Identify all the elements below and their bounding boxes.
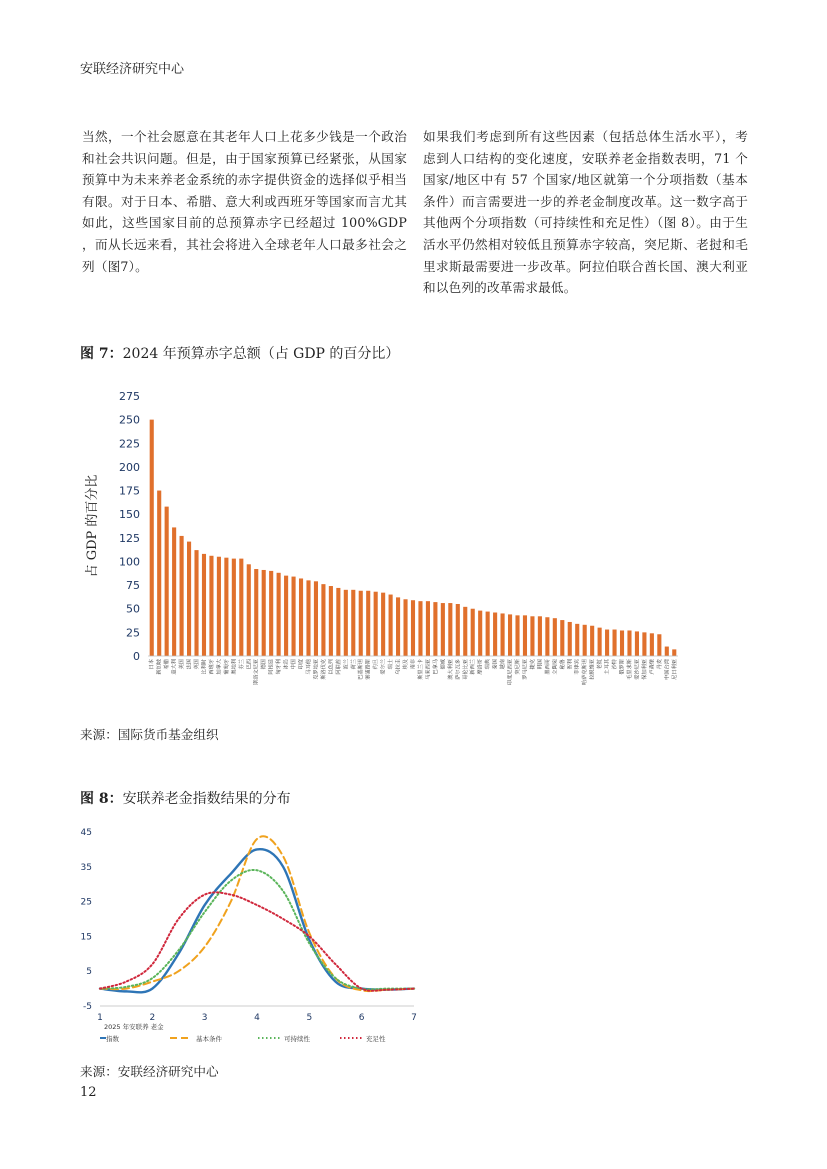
x-tick-label: 毛里求斯 — [626, 659, 633, 680]
figure8-title — [80, 788, 291, 808]
x-tick-label: 1 — [97, 1013, 103, 1023]
x-tick-label: 5 — [306, 1013, 313, 1023]
bar-斯洛文尼亚 — [254, 569, 258, 656]
bar-马耳他 — [306, 580, 310, 656]
x-tick-label: 斯里兰卡 — [417, 659, 424, 680]
x-tick-label: 韩国 — [537, 659, 544, 670]
bar-希腊 — [165, 507, 169, 656]
x-tick-label: 罗马尼亚 — [522, 659, 529, 680]
x-tick-label: 2 — [149, 1013, 156, 1023]
y-tick-label: -5 — [83, 1002, 92, 1012]
x-tick-label: 日本 — [149, 659, 156, 670]
x-tick-label: 巴基斯坦 — [358, 659, 365, 680]
y-tick-label: 0 — [133, 650, 140, 663]
series-line-充足性 — [100, 892, 414, 990]
bar-以色列 — [329, 586, 333, 656]
x-tick-label: 突尼斯 — [515, 659, 522, 675]
bar-斯洛伐克 — [321, 584, 325, 656]
x-tick-label: 沙特 — [612, 659, 619, 670]
y-tick-label: 45 — [80, 828, 92, 838]
bar-立陶宛 — [553, 618, 557, 656]
bar-摩洛哥 — [478, 611, 482, 656]
x-tick-label: 越南 — [500, 659, 507, 670]
bar-加拿大 — [217, 557, 221, 656]
y-tick-label: 25 — [80, 897, 92, 908]
bar-约旦 — [374, 592, 378, 656]
bar-泰国 — [493, 613, 497, 656]
bar-葡萄牙 — [224, 558, 228, 656]
figure8-source: 来源：安联经济研究中心 — [80, 1064, 219, 1079]
bar-西班牙 — [209, 556, 213, 656]
bar-卢森堡 — [650, 633, 654, 656]
bar-荷兰 — [351, 590, 355, 656]
x-tick-label: 智利 — [567, 659, 574, 670]
x-tick-label: 葡萄牙 — [223, 659, 230, 675]
x-tick-label: 瑞典 — [485, 659, 492, 670]
body-right-paragraph: 如果我们考虑到所有这些因素（包括总体生活水平），考虑到人口结构的变化速度，安联养老金指数表明，71 个国家/地区中有 57 个国家/地区就第一个分项指数（基本条件）而言需要进一步的养老金制度改革。这一数字高于其他两个分项指数（可持续性和充足性）（图 8）。由于生活水平仍然相对较低且预算赤字较高，突尼斯、老挝和毛里求斯最需要进一步改革。阿拉伯联合酋长国、澳大利亚和以色列的改革需求最低。 — [423, 129, 748, 296]
x-tick-label: 立陶宛 — [552, 659, 559, 675]
bar-马来西亚 — [426, 601, 430, 656]
bar-瑞典 — [486, 612, 490, 656]
x-tick-label: 奥地利 — [231, 659, 238, 675]
x-tick-label: 菲律宾 — [574, 659, 581, 675]
x-tick-label: 摩洛哥 — [477, 659, 484, 675]
bar-萨尔瓦多 — [456, 604, 460, 656]
x-tick-label: 芬兰 — [238, 659, 245, 670]
bar-爱沙尼亚 — [635, 631, 639, 656]
x-tick-label: 加拿大 — [216, 659, 223, 675]
bar-法国 — [187, 542, 191, 656]
bar-毛里求斯 — [627, 630, 631, 656]
bar-爱尔兰 — [381, 593, 385, 656]
y-tick-label: 150 — [119, 508, 140, 522]
x-tick-label: 西班牙 — [208, 659, 215, 675]
bar-克罗地亚 — [314, 581, 318, 656]
bar-中国 — [292, 577, 296, 656]
bar-捷克 — [530, 616, 534, 656]
y-tick-label: 100 — [119, 555, 140, 569]
x-tick-label: 以色列 — [328, 659, 335, 675]
bar-哥伦比亚 — [463, 607, 467, 656]
bar-乌拉圭 — [396, 597, 400, 656]
bar-匈牙利 — [277, 573, 281, 656]
x-tick-label: 哥伦比亚 — [462, 659, 469, 680]
bar-墨西哥 — [545, 617, 549, 656]
x-tick-label: 7 — [411, 1013, 417, 1023]
bar-埃及 — [403, 599, 407, 656]
bar-沙特 — [612, 630, 616, 656]
series-line-可持续性 — [100, 870, 414, 989]
bar-南非 — [411, 600, 415, 656]
y-tick-label: 25 — [126, 626, 140, 640]
bar-挪威 — [441, 603, 445, 656]
bar-罗马尼亚 — [523, 615, 527, 656]
x-tick-label: 南非 — [410, 659, 417, 670]
bar-俄罗斯 — [620, 630, 624, 656]
bar-阿联酋 — [336, 588, 340, 656]
x-tick-label: 土耳其 — [604, 659, 611, 675]
x-tick-label: 卢森堡 — [649, 659, 656, 675]
y-tick-label: 250 — [119, 413, 140, 427]
page-number: 12 — [80, 1085, 97, 1100]
bar-突尼斯 — [515, 615, 519, 656]
y-tick-label: 35 — [80, 862, 92, 873]
x-tick-label: 印度 — [298, 659, 305, 670]
bar-保加利亚 — [642, 632, 646, 656]
figure8-label: 图 8： — [80, 791, 123, 807]
body-left-paragraph: 当然，一个社会愿意在其老年人口上花多少钱是一个政治和社会共识问题。但是，由于国家预算已经紧张，从国家预算中为未来养老金系统的赤字提供资金的选择似乎相当有限。对于日本、希腊、意大利或西班牙等国家而言尤其如此，这些国家目前的总预算赤字已经超过 100%GDP ，而从长远来看，其社会将进入全球老年人口最多社会之列（图7）。 — [82, 129, 407, 274]
figure7-title — [80, 343, 399, 363]
x-tick-label: 阿根廷 — [268, 659, 275, 675]
bar-波兰 — [344, 590, 348, 656]
bar-土耳其 — [605, 630, 609, 656]
bar-拉脱维亚 — [590, 626, 594, 656]
bar-哈萨克斯坦 — [583, 625, 587, 656]
y-tick-label: 175 — [119, 484, 140, 498]
bar-意大利 — [172, 527, 176, 656]
bar-斯里兰卡 — [418, 601, 422, 656]
bar-老挝 — [598, 628, 602, 656]
figure7-label: 图 7： — [80, 346, 123, 362]
y-tick-label: 200 — [119, 460, 140, 474]
x-tick-label: 俄罗斯 — [619, 659, 626, 675]
x-tick-label: 墨西哥 — [544, 659, 551, 675]
y-tick-label: 50 — [126, 602, 140, 616]
x-tick-label: 哈萨克斯坦 — [582, 659, 589, 685]
x-tick-label: 冰岛 — [283, 659, 290, 670]
x-tick-label: 希腊 — [164, 659, 171, 670]
bar-塞浦路斯 — [366, 591, 370, 656]
bar-秘鲁 — [560, 620, 564, 656]
x-tick-label: 比利时 — [201, 659, 208, 675]
x-tick-label: 英国 — [194, 659, 201, 670]
x-tick-label: 6 — [358, 1013, 365, 1023]
x-tick-label: 斯洛文尼亚 — [253, 659, 260, 685]
x-tick-label: 斯洛伐克 — [320, 659, 327, 680]
bar-德国 — [262, 570, 266, 656]
x-tick-label: 德国 — [261, 659, 268, 670]
y-axis-label: 占 GDP 的百分比 — [85, 474, 100, 578]
bar-中国台湾 — [665, 647, 669, 656]
x-tick-label: 爱沙尼亚 — [634, 659, 641, 680]
x-tick-label: 秘鲁 — [559, 659, 566, 670]
bar-冰岛 — [284, 576, 288, 656]
legend-label: 基本条件 — [196, 1035, 222, 1043]
bar-阿根廷 — [269, 571, 273, 656]
x-tick-label: 法国 — [186, 659, 193, 670]
x-tick-label: 爱尔兰 — [380, 659, 387, 675]
figure7-title-text: 2024 年预算赤字总额（占 GDP 的百分比） — [122, 346, 400, 362]
x-tick-label: 泰国 — [492, 659, 499, 670]
bar-巴基斯坦 — [359, 591, 363, 656]
x-tick-label: 马来西亚 — [425, 659, 432, 680]
x-tick-label: 匈牙利 — [276, 659, 283, 675]
x-tick-label: 澳大利亚 — [447, 659, 454, 680]
bar-印度 — [299, 578, 303, 656]
x-tick-label: 波兰 — [343, 659, 350, 670]
x-tick-label: 乌拉圭 — [395, 659, 402, 675]
figure7-bar-chart — [78, 380, 698, 705]
bar-澳大利亚 — [448, 603, 452, 656]
x-tick-label: 尼日利亚 — [671, 659, 678, 680]
x-tick-label: 巴西 — [246, 659, 253, 670]
y-tick-label: 75 — [126, 579, 140, 593]
x-tick-label: 荷兰 — [350, 659, 357, 670]
x-tick-label: 印度尼西亚 — [507, 659, 514, 685]
x-tick-label: 瑞士 — [388, 659, 395, 670]
bar-奥地利 — [232, 559, 236, 656]
y-tick-label: 15 — [80, 932, 92, 943]
x-tick-label: 巴拿马 — [432, 659, 439, 675]
legend-label: 指数 — [106, 1035, 119, 1043]
x-tick-label: 3 — [201, 1013, 208, 1023]
legend-label: 2025 年安联养 老金 — [104, 1023, 164, 1031]
bar-巴拿马 — [433, 602, 437, 656]
bar-英国 — [194, 550, 198, 656]
x-tick-label: 老挝 — [597, 659, 604, 670]
bar-丹麦 — [657, 634, 661, 656]
figure8-title-text: 安联养老金指数结果的分布 — [122, 791, 291, 807]
bar-巴西 — [247, 564, 251, 656]
x-tick-label: 保加利亚 — [641, 659, 648, 680]
x-tick-label: 萨尔瓦多 — [455, 659, 462, 680]
bar-芬兰 — [239, 559, 243, 656]
bar-印度尼西亚 — [508, 614, 512, 656]
x-tick-label: 中国 — [291, 659, 298, 670]
bar-新加坡 — [157, 491, 161, 656]
y-tick-label: 275 — [119, 390, 140, 403]
x-tick-label: 美国 — [179, 659, 186, 670]
legend-label: 充足性 — [366, 1035, 386, 1043]
bar-新西兰 — [471, 609, 475, 656]
x-tick-label: 新加坡 — [156, 659, 163, 675]
x-tick-label: 捷克 — [529, 659, 536, 670]
header-org-name: 安联经济研究中心 — [80, 62, 185, 77]
bar-越南 — [501, 613, 505, 656]
y-tick-label: 225 — [119, 437, 140, 451]
bar-比利时 — [202, 554, 206, 656]
figure7-source: 来源：国际货币基金组织 — [80, 727, 219, 742]
bar-智利 — [568, 622, 572, 656]
x-tick-label: 丹麦 — [656, 659, 663, 670]
legend-label: 可持续性 — [284, 1035, 310, 1043]
x-tick-label: 约旦 — [373, 659, 380, 670]
bar-瑞士 — [389, 595, 393, 656]
bar-日本 — [150, 420, 154, 656]
figure8-line-chart — [78, 820, 423, 1052]
x-tick-label: 塞浦路斯 — [365, 659, 372, 680]
bar-尼日利亚 — [672, 649, 676, 656]
y-tick-label: 125 — [119, 531, 140, 545]
x-tick-label: 马耳他 — [305, 659, 312, 675]
x-tick-label: 中国台湾 — [664, 659, 671, 680]
x-tick-label: 新西兰 — [470, 659, 477, 675]
x-tick-label: 埃及 — [403, 659, 410, 670]
bar-美国 — [180, 536, 184, 656]
y-tick-label: 5 — [86, 967, 92, 978]
series-line-基本条件 — [100, 836, 414, 991]
x-tick-label: 4 — [254, 1013, 260, 1023]
bar-菲律宾 — [575, 624, 579, 656]
x-tick-label: 挪威 — [440, 659, 447, 670]
x-tick-label: 阿联酋 — [335, 659, 342, 675]
x-tick-label: 克罗地亚 — [313, 659, 320, 680]
bar-韩国 — [538, 616, 542, 656]
x-tick-label: 意大利 — [171, 659, 178, 675]
x-tick-label: 拉脱维亚 — [589, 659, 596, 680]
